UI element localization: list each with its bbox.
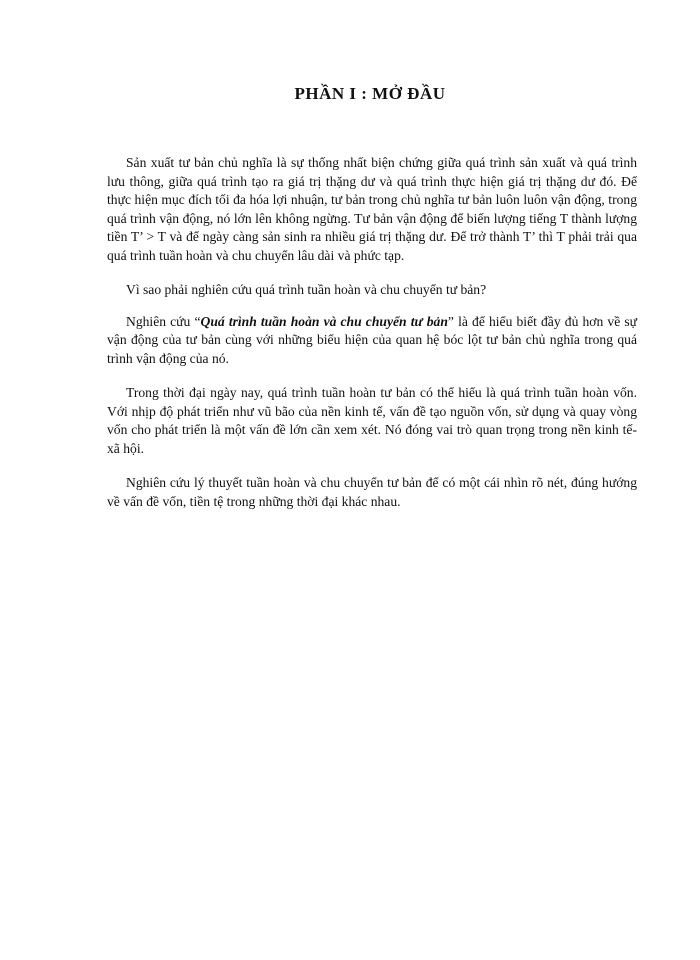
paragraph-conclusion: Nghiên cứu lý thuyết tuần hoàn và chu chuyển tư bản để có một cái nhìn rõ nét, đúng hướng về vấn đề vốn, tiền tệ trong những thời đại khác nhau. <box>107 475 637 509</box>
paragraph-purpose-rest: ” là để hiểu biết đầy đủ hơn về sự vận động của tư bản cùng với những biểu hiện của quan hệ bóc lột tư bản chủ nghĩa trong quá trình vận động của nó. <box>107 313 638 366</box>
document-body <box>107 154 637 527</box>
emphasized-topic-title: Quá trình tuần hoàn và chu chuyển tư bản <box>200 313 448 329</box>
paragraph-purpose-lead: Nghiên cứu “ <box>126 313 201 329</box>
paragraph-intro: Sản xuất tư bản chủ nghĩa là sự thống nhất biện chứng giữa quá trình sản xuất và quá trình lưu thông, giữa quá trình tạo ra giá trị thặng dư và quá trình thực hiện giá trị thặng dư đó. Để thực hiện mục đích tối đa hóa lợi nhuận, tư bản trong chủ nghĩa tư bản luôn luôn vận động, trong quá trình vận động, nó lớn lên không ngừng. Tư bản vận động để biến lượng tiếng T thành lượng tiền T’ > T và để ngày càng sản sinh ra nhiều giá trị thặng dư. Để trở thành T’ thì T phải trải qua quá trình tuần hoàn và chu chuyển lâu dài và phức tạp. <box>107 155 637 263</box>
paragraph-question: Vì sao phải nghiên cứu quá trình tuần hoàn và chu chuyển tư bản? <box>126 282 487 297</box>
paragraph-modern-era: Trong thời đại ngày nay, quá trình tuần hoàn tư bản có thể hiểu là quá trình tuần hoàn vốn. Với nhịp độ phát triển như vũ bão của nền kinh tế, vấn đề tạo nguồn vốn, sử dụng và quay vòng vốn cho phát triển là một vấn đề lớn cần xem xét. Nó đóng vai trò quan trọng trong nền kinh tế-xã hội. <box>107 385 637 456</box>
paragraph-purpose <box>107 313 637 369</box>
page-title: PHẦN I : MỞ ĐẦU <box>294 84 446 103</box>
